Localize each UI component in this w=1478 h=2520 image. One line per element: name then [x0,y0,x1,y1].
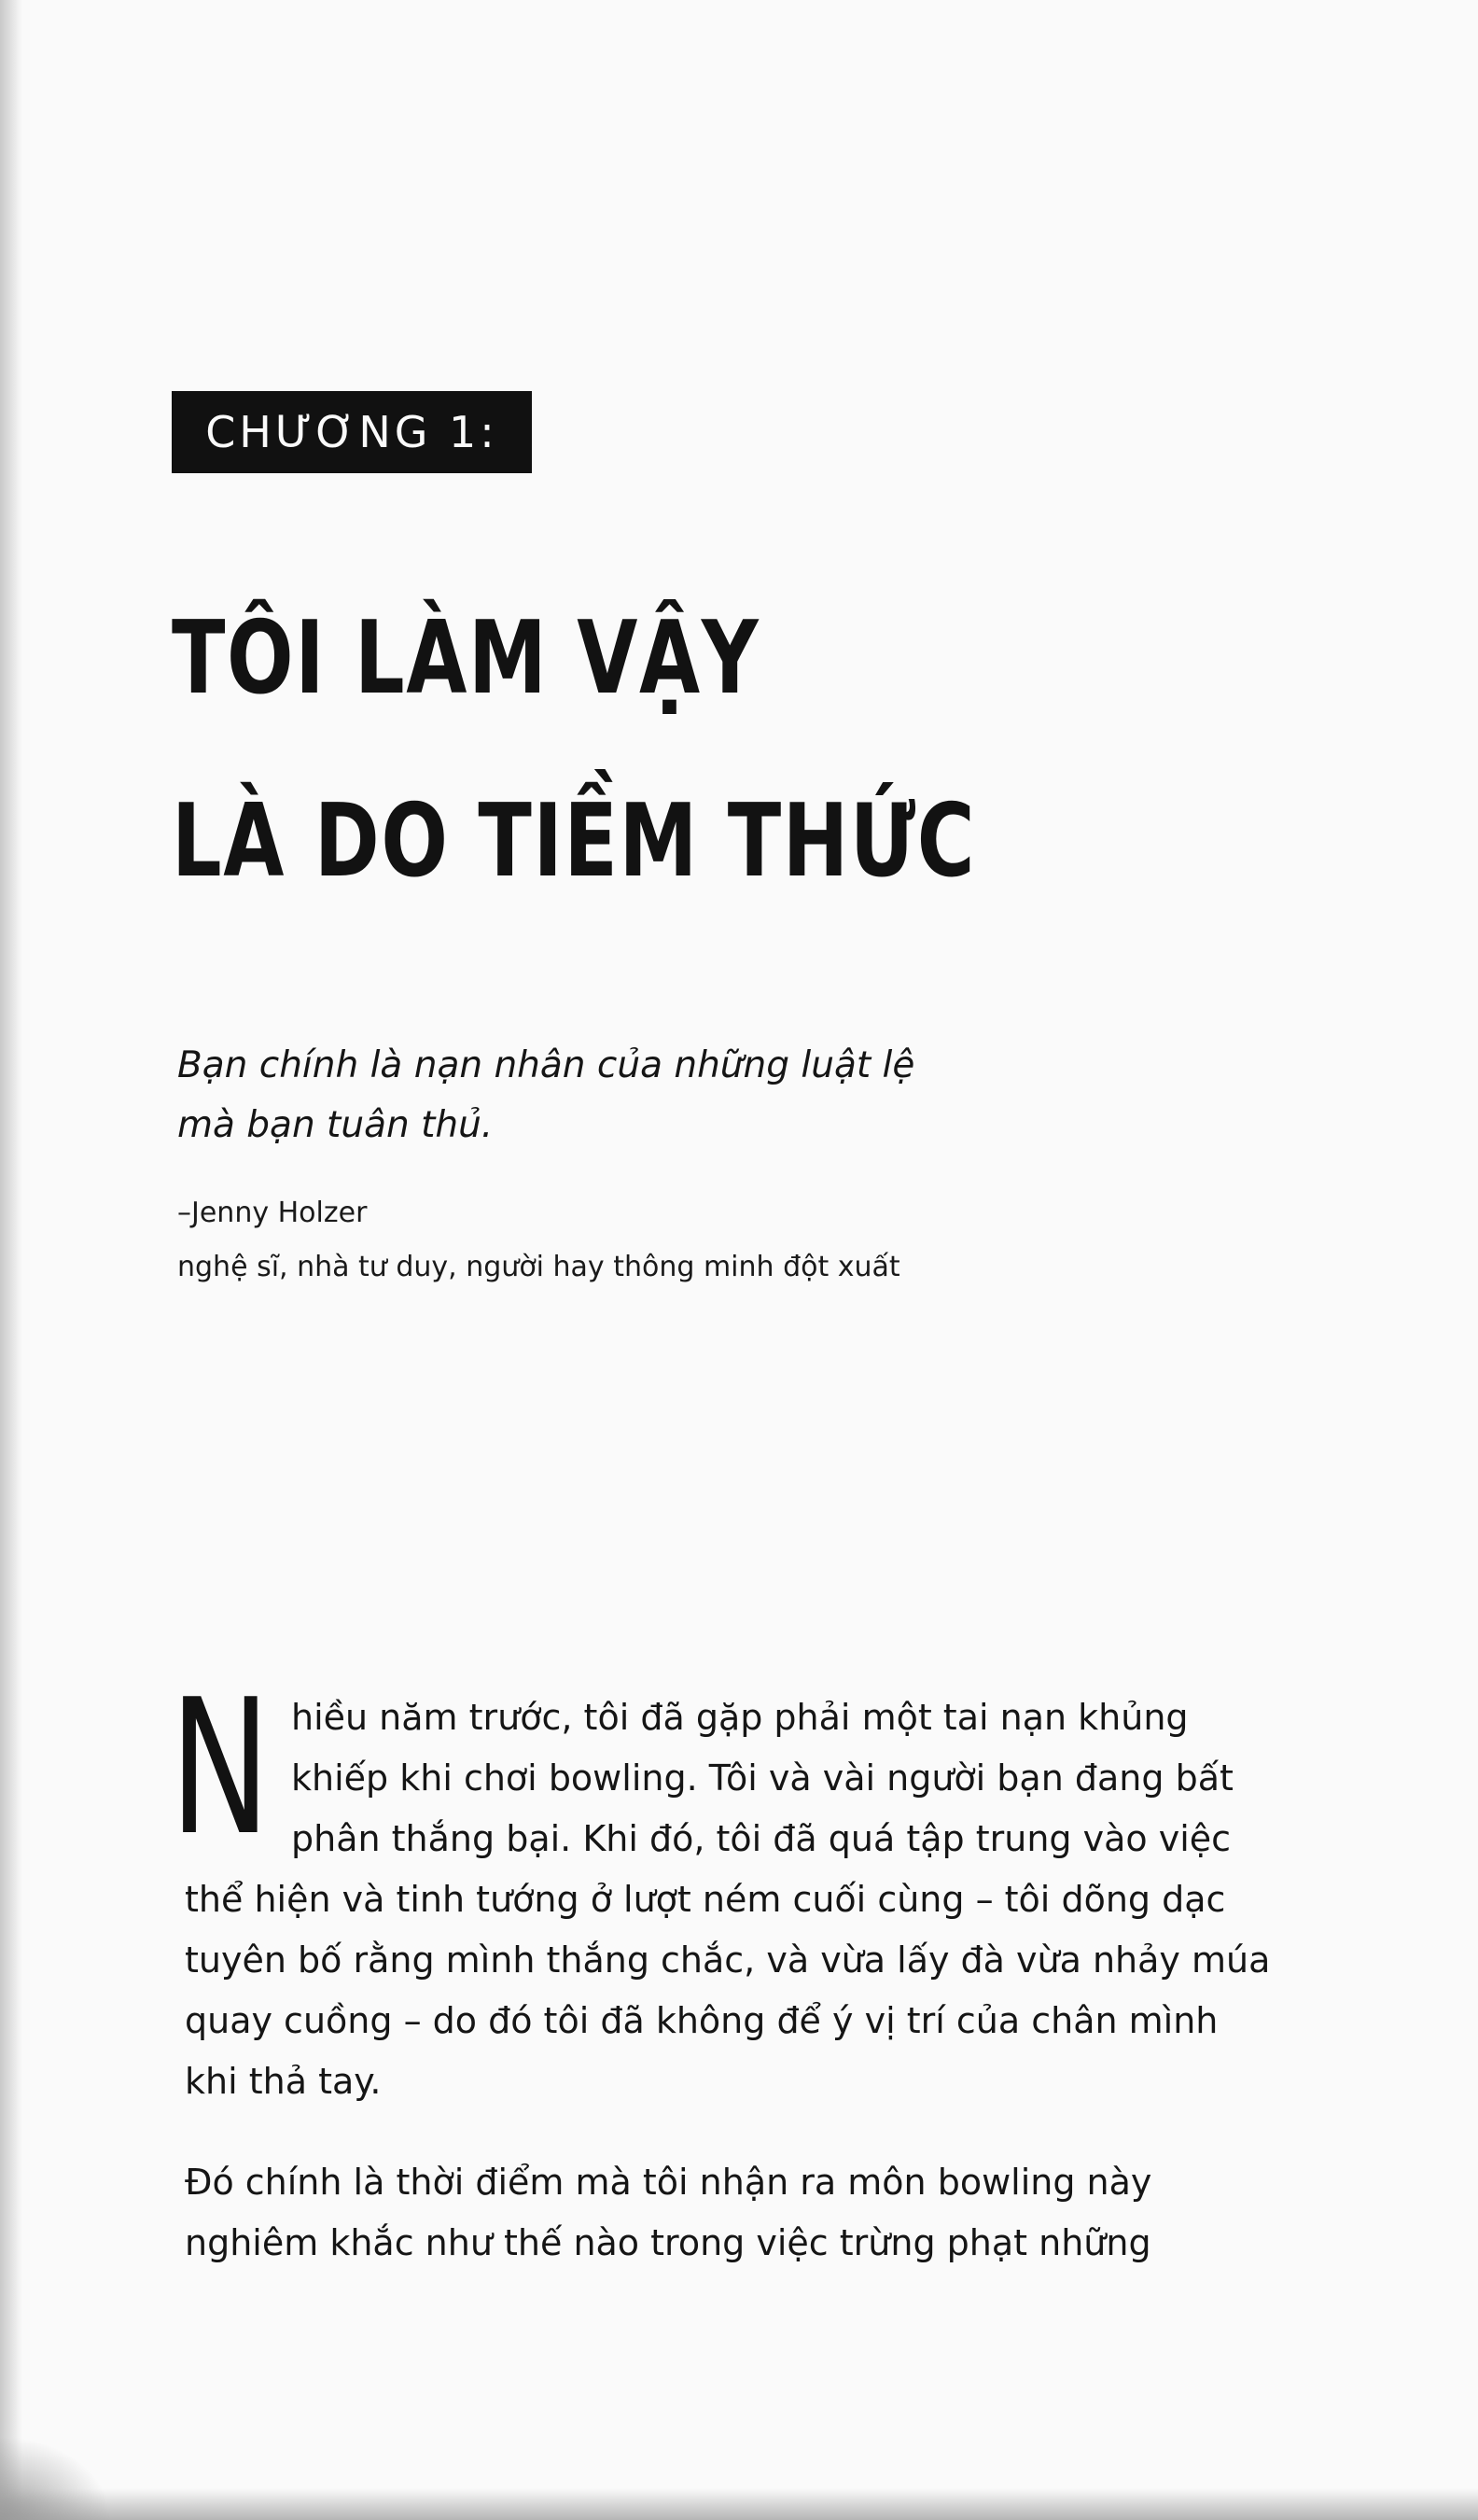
chapter-title-line: TÔI LÀM VẬY [172,600,760,717]
chapter-title [172,567,977,933]
page-corner-shadow [0,2436,112,2520]
page-bottom-shadow [0,2488,1478,2520]
epigraph-line: Bạn chính là nạn nhân của những luật lệ [177,1044,915,1086]
body-line: quay cuồng – do đó tôi đã không để ý vị trí của chân mình [185,2000,1219,2041]
body-line: khi thả tay. [185,2061,382,2102]
epigraph-author: –Jenny Holzer [177,1197,368,1229]
body-line: khiếp khi chơi bowling. Tôi và vài người bạn đang bất [291,1757,1234,1799]
body-line: tuyên bố rằng mình thắng chắc, và vừa lấy đà vừa nhảy múa [185,1939,1271,1981]
epigraph-line: mà bạn tuân thủ. [177,1104,494,1146]
chapter-title-line: LÀ DO TIỀM THỨC [172,783,977,900]
epigraph-quote [177,1036,1017,1155]
drop-cap: N [170,1659,271,1877]
epigraph-author-role: nghệ sĩ, nhà tư duy, người hay thông minh đột xuất [177,1251,900,1283]
body-paragraph [185,1687,1271,2112]
chapter-label: CHƯƠNG 1: [172,391,532,473]
body-line: hiều năm trước, tôi đã gặp phải một tai nạn khủng [291,1697,1189,1738]
body-line: Đó chính là thời điểm mà tôi nhận ra môn bowling này [185,2162,1152,2203]
body-line: phân thắng bại. Khi đó, tôi đã quá tập trung vào việc [291,1818,1232,1859]
body-line: nghiêm khắc như thế nào trong việc trừng phạt những [185,2222,1151,2263]
body-line: thể hiện và tinh tướng ở lượt ném cuối cùng – tôi dõng dạc [185,1879,1226,1920]
page-edge-shadow [0,0,22,2520]
body-paragraph [185,2152,1267,2274]
